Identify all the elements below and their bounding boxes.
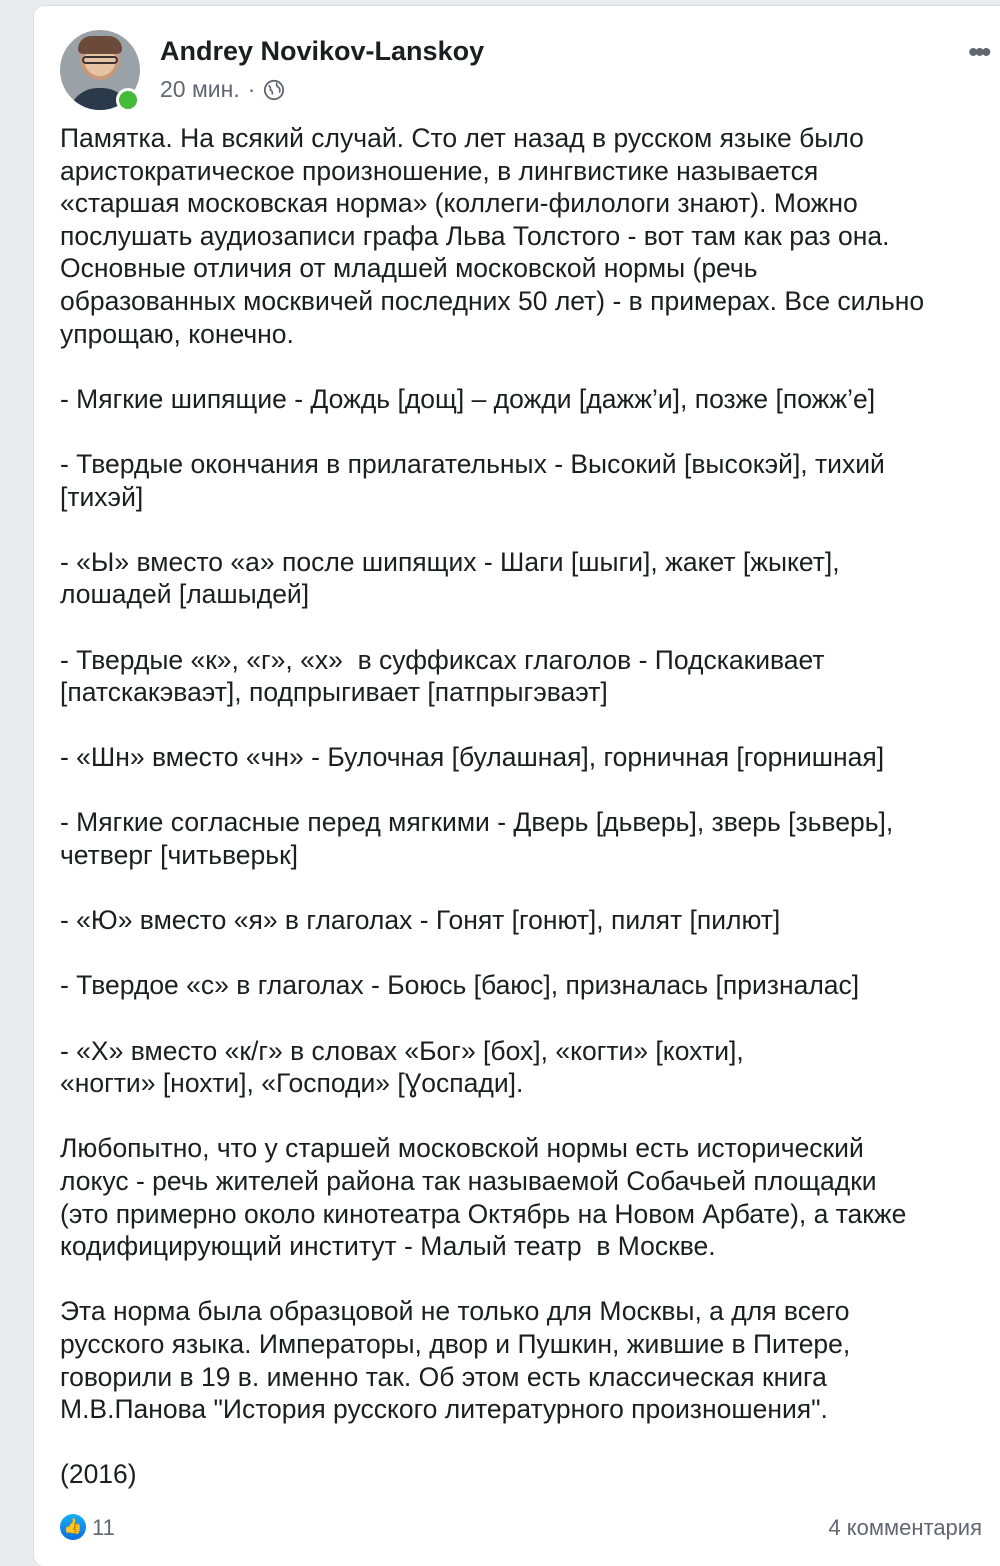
history-paragraph: Любопытно, что у старшей московской нормы есть исторический локус - речь жителей района так называемой Собачьей площадки (это примерно около кинотеатра Октябрь на Новом Арбате), а также кодифицирующий институт - Малый театр в Москве. [60, 1133, 907, 1262]
globe-icon[interactable] [263, 79, 285, 101]
year-label: (2016) [60, 1459, 137, 1490]
more-options-button[interactable]: ••• [968, 36, 988, 69]
post-timestamp[interactable]: 20 мин. [160, 76, 240, 102]
meta-separator: · [247, 76, 256, 102]
like-count[interactable]: 11 [92, 1515, 115, 1540]
post-footer [60, 1514, 990, 1544]
list-item: - Мягкие шипящие - Дождь [дощ] – дожди [дажж’и], позже [пожж’е] [60, 383, 876, 414]
list-item: - Мягкие согласные перед мягкими - Дверь [дьверь], зверь [зьверь], четверг [читьверьк] [60, 807, 894, 871]
avatar-hair [78, 36, 122, 54]
avatar-glasses [82, 56, 118, 64]
list-item: - Твердые окончания в прилагательных - Высокий [высокэй], тихий [тихэй] [60, 448, 885, 512]
intro-paragraph: Памятка. На всякий случай. Сто лет назад в русском языке было аристократическое произношение, в лингвистике называется «старшая московская норма» (коллеги-филологи знают). Можно послушать аудиозаписи графа Льва Толстого - вот там как раз она. Основные отличия от младшей московской нормы (речь образованных москвичей последних 50 лет) - в примерах. Все сильно упрощаю, конечно. [60, 123, 925, 349]
post-meta [160, 76, 285, 103]
list-item: - «Х» вместо «к/г» в словах «Бог» [бох], «когти» [кохти], «ногти» [нохти], «Господи» [Ɣоспади]. [60, 1035, 744, 1099]
post-body [60, 122, 995, 1491]
list-item: - «Ы» вместо «а» после шипящих - Шаги [шыги], жакет [жыкет], лошадей [лашыдей] [60, 546, 840, 610]
author-name[interactable]: Andrey Novikov-Lanskoy [160, 36, 485, 66]
online-status-dot [116, 88, 140, 112]
comments-count-link[interactable]: 4 комментария [828, 1515, 982, 1540]
norm-paragraph: Эта норма была образцовой не только для Москвы, а для всего русского языка. Императоры, двор и Пушкин, жившие в Питере, говорили в 19 в. именно так. Об этом есть классическая книга М.В.Панова "История русского литературного произношения". [60, 1296, 851, 1425]
list-item: - «Ю» вместо «я» в глаголах - Гонят [гонют], пилят [пилют] [60, 905, 781, 936]
list-item: - Твердое «с» в глаголах - Боюсь [баюс], призналась [призналас] [60, 970, 860, 1001]
list-item: - Твердые «к», «г», «х» в суффиксах глаголов - Подскакивает [патскакэваэт], подпрыгивает [патпрыгэваэт] [60, 644, 825, 708]
thumbs-up-icon[interactable]: 👍 [60, 1514, 86, 1540]
list-item: - «Шн» вместо «чн» - Булочная [булашная], горничная [горнишная] [60, 742, 885, 773]
